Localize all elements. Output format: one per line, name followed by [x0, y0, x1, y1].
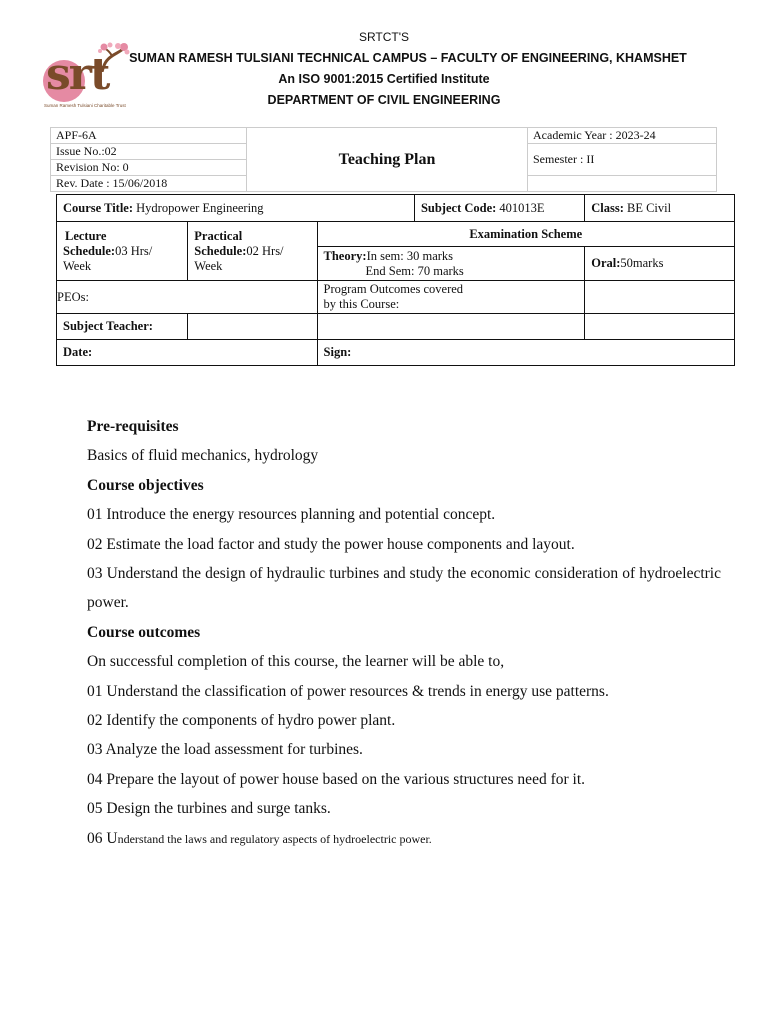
course-title-label: Course Title:: [63, 200, 134, 215]
document-title: Teaching Plan: [247, 128, 528, 192]
subject-code-value: 401013E: [496, 200, 545, 215]
course-title-cell: [57, 195, 415, 222]
empty-cell: [528, 176, 717, 192]
empty-cell: [317, 314, 585, 340]
examination-scheme-label: Examination Scheme: [469, 226, 583, 241]
course-title-value: Hydropower Engineering: [133, 200, 264, 215]
prerequisites-text: Basics of fluid mechanics, hydrology: [87, 447, 319, 465]
sign-cell: [317, 340, 734, 366]
theory-label: Theory:: [323, 248, 367, 263]
practical-schedule-cell: [188, 222, 317, 281]
institute-short-name: SRTCT'S: [358, 30, 410, 44]
course-outcomes-heading: Course outcomes: [87, 623, 201, 641]
subject-teacher-cell: [57, 314, 188, 340]
outcome-item: 01 Understand the classification of power resources & trends in energy use patterns.: [87, 682, 609, 700]
empty-cell: [585, 281, 735, 314]
objective-item: 02 Estimate the load factor and study the power house components and layout.: [87, 535, 575, 553]
course-objectives-heading: Course objectives: [87, 476, 204, 494]
revision-number: Revision No: 0: [51, 160, 247, 176]
document-info-table: [50, 127, 717, 192]
lecture-hours: 03 Hrs/: [115, 243, 153, 258]
objective-item: 03 Understand the design of hydraulic turbines and study the economic consideration of hydroelectric power.: [87, 565, 721, 612]
course-outcomes-intro: On successful completion of this course, the learner will be able to,: [87, 653, 505, 671]
class-cell: [585, 195, 735, 222]
practical-schedule-label: Schedule:: [194, 243, 247, 258]
oral-label: Oral:: [591, 256, 621, 270]
institute-full-name: SUMAN RAMESH TULSIANI TECHNICAL CAMPUS – FACULTY OF ENGINEERING, KHAMSHET: [129, 51, 687, 65]
practical-label: Practical: [194, 228, 243, 243]
lecture-schedule-label: Schedule:: [63, 243, 116, 258]
department-name: DEPARTMENT OF CIVIL ENGINEERING: [267, 93, 501, 107]
subject-code-label: Subject Code:: [420, 200, 497, 215]
peos-label: PEOs:: [57, 289, 89, 304]
practical-hours: 02 Hrs/: [246, 243, 284, 258]
outcome-item: 04 Prepare the layout of power house based on the various structures need for it.: [87, 770, 586, 788]
practical-week: Week: [194, 258, 223, 273]
oral-marks-cell: [585, 247, 735, 281]
subject-teacher-label: Subject Teacher:: [63, 319, 153, 333]
prerequisites-heading: Pre-requisites: [87, 418, 179, 435]
subject-code-cell: [414, 195, 584, 222]
program-outcomes-line2: by this Course:: [323, 297, 400, 311]
lecture-week: Week: [63, 258, 92, 273]
objective-item: 01 Introduce the energy resources planning and potential concept.: [87, 506, 496, 524]
course-details-table: [56, 194, 735, 366]
revision-date: Rev. Date : 15/06/2018: [51, 176, 247, 192]
empty-cell: [585, 314, 735, 340]
date-label: Date:: [63, 345, 93, 359]
course-content: [87, 412, 721, 854]
logo-tagline: Suman Ramesh Tulsiani Charitable Trust: [44, 103, 126, 108]
srt-logo: [40, 40, 132, 112]
form-number: APF-6A: [51, 128, 247, 144]
date-cell: [57, 340, 318, 366]
subject-teacher-value: [188, 314, 317, 340]
examination-scheme-header: [317, 222, 734, 247]
program-outcomes-line1: Program Outcomes covered: [323, 282, 464, 296]
logo-wordmark: srt: [46, 49, 109, 100]
theory-marks-cell: [317, 247, 585, 281]
sign-label: Sign:: [323, 345, 352, 359]
class-label: Class:: [591, 200, 624, 215]
theory-end-sem: End Sem: 70 marks: [365, 263, 464, 278]
iso-certification: An ISO 9001:2015 Certified Institute: [278, 72, 490, 86]
semester: Semester : II: [528, 144, 717, 176]
outcome-item: [87, 824, 721, 854]
oral-value: 50marks: [620, 256, 664, 270]
theory-in-sem: In sem: 30 marks: [366, 248, 454, 263]
peos-cell: [57, 281, 318, 314]
issue-number: Issue No.:02: [51, 144, 247, 160]
program-outcomes-cell: [317, 281, 585, 314]
outcome-text: nderstand the laws and regulatory aspects of hydroelectric power.: [117, 831, 432, 846]
lecture-label: Lecture: [65, 228, 107, 243]
class-value: BE Civil: [623, 200, 672, 215]
academic-year: Academic Year : 2023-24: [528, 128, 717, 144]
outcome-item: 02 Identify the components of hydro power plant.: [87, 712, 396, 730]
lecture-schedule-cell: [57, 222, 188, 281]
outcome-item: 03 Analyze the load assessment for turbines.: [87, 741, 363, 759]
outcome-number: 06 U: [87, 829, 118, 847]
outcome-item: 05 Design the turbines and surge tanks.: [87, 800, 331, 818]
